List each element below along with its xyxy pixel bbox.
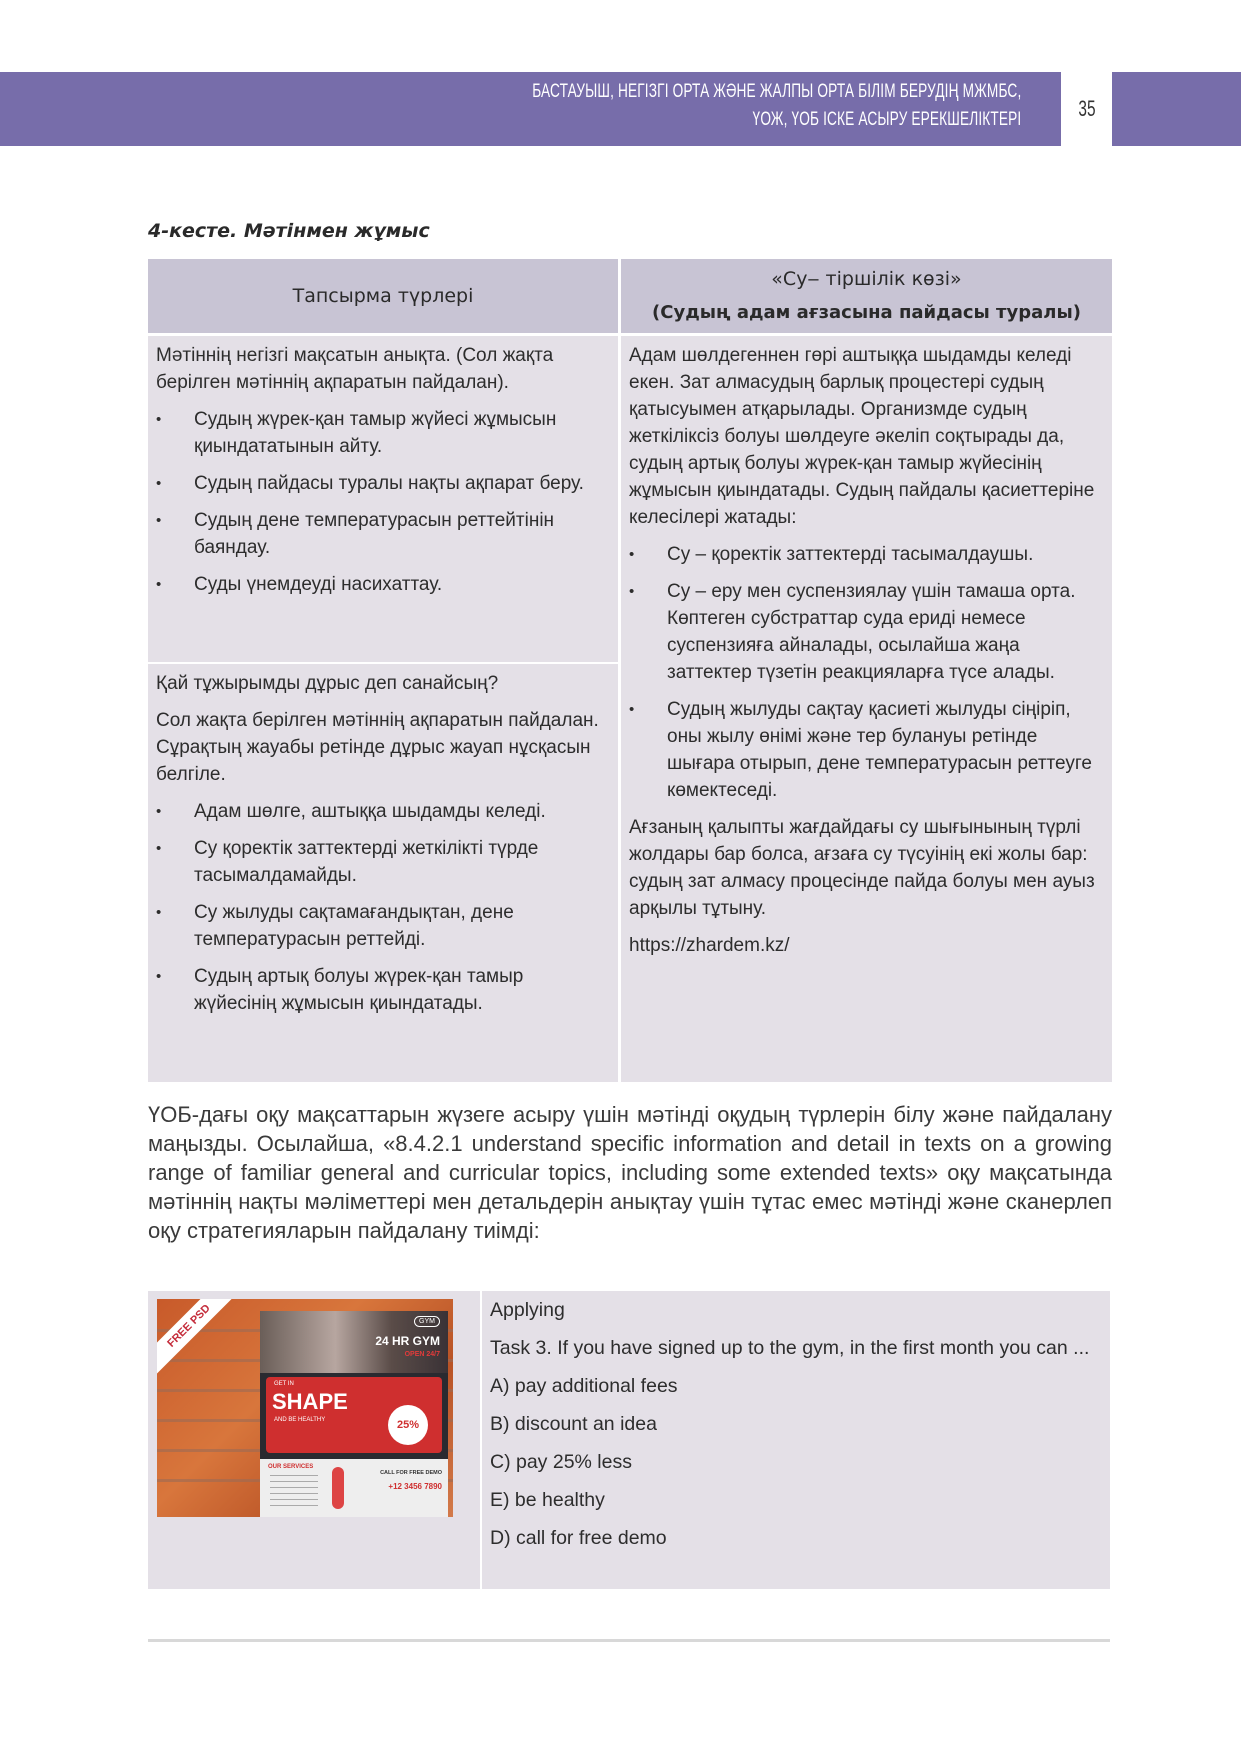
running-header (532, 78, 1021, 134)
task-block-main-idea (148, 336, 618, 662)
flyer-healthy: AND BE HEALTHY (274, 1417, 326, 1423)
task-cell (482, 1291, 1110, 1589)
running-header-line2: ҮОЖ, ҮОБ ІСКЕ АСЫРУ ЕРЕКШЕЛІКТЕРІ (752, 109, 1021, 130)
flyer-shape: SHAPE (272, 1389, 348, 1414)
bullet-icon: • (629, 546, 635, 563)
table-caption: 4-кесте. Мәтінмен жұмыс (148, 220, 430, 242)
bullet-icon: • (156, 411, 162, 428)
header-band-right (1112, 72, 1241, 146)
table-header-water-text (621, 259, 1112, 333)
water-text-intro: Адам шөлдегеннен гөрі аштыққа шыдамды келеді екен. Зат алмасудың барлық процестері судың қатысуымен атқарылады. Организмде судың жеткіліксіз болуы шөлдеуге әкеліп соқтырады да, судың артық болуы жүрек-қан тамыр жүйесінің жұмысын қиындатады. Судың пайдалы қасиеттеріне келесілері жатады: (629, 345, 1095, 528)
answer-option: B) discount an idea (490, 1413, 657, 1435)
source-link[interactable]: https://zhardem.kz/ (629, 935, 790, 956)
free-psd-badge: FREE PSD (157, 1299, 241, 1378)
answer-option: D) call for free demo (490, 1527, 667, 1549)
list-item: • Су жылуды сақтамағандықтан, дене температурасын реттейді. (156, 899, 610, 953)
flyer-discount-badge: 25% (388, 1405, 428, 1445)
statement-options (156, 798, 610, 1017)
flyer-person-figure (332, 1467, 344, 1509)
flyer-services: OUR SERVICES (268, 1464, 314, 1470)
flyer-logo: GYM (414, 1316, 440, 1327)
list-item: • Судың дене температурасын реттейтінін баяндау. (156, 507, 610, 561)
list-item: • Су қоректік заттектерді жеткілікті түрде тасымалдамайды. (156, 835, 610, 889)
list-item: • Судың пайдасы туралы нақты ақпарат беру. (156, 470, 610, 497)
bullet-icon: • (156, 512, 162, 529)
gym-flyer (260, 1311, 448, 1517)
text-work-table (148, 259, 1112, 1082)
water-source-text (621, 336, 1112, 1082)
task-level: Applying (490, 1299, 565, 1321)
answer-option: A) pay additional fees (490, 1375, 678, 1397)
list-item: • Судың жүрек-қан тамыр жүйесі жұмысын қиындататынын айту. (156, 406, 610, 460)
flyer-open: OPEN 24/7 (404, 1351, 440, 1358)
list-item: • Су – еру мен суспензиялау үшін тамаша орта. Көптеген субстраттар суда ериді немесе суспензияға айналады, осылайша жаңа заттектер түзетін реакцияларға түсе алады. (629, 578, 1104, 686)
footer-divider (148, 1639, 1110, 1642)
table-header-task-types (148, 259, 618, 333)
task-block-correct-statement (148, 664, 618, 1082)
poster-cell (148, 1291, 480, 1589)
flyer-service-list (270, 1475, 318, 1509)
task-question: Қай тұжырымды дұрыс деп санайсың? (156, 673, 499, 694)
task-instruction: Сол жақта берілген мәтіннің ақпаратын пайдалан. Сұрақтың жауабы ретінде дұрыс жауап нұсқасын белгіле. (156, 710, 599, 785)
bullet-icon: • (156, 904, 162, 921)
flyer-title: 24 HR GYM (375, 1334, 440, 1348)
bullet-icon: • (156, 475, 162, 492)
list-item: • Суды үнемдеуді насихаттау. (156, 571, 610, 598)
header-water-subtitle: (Судың адам ағзасына пайдасы туралы) (652, 302, 1081, 323)
bullet-icon: • (629, 701, 635, 718)
header-task-types-label: Тапсырма түрлері (292, 285, 474, 307)
list-item: • Су – қоректік заттектерді тасымалдаушы. (629, 541, 1104, 568)
gym-task-table (148, 1291, 1110, 1589)
bullet-icon: • (156, 968, 162, 985)
list-item: • Адам шөлге, аштыққа шыдамды келеді. (156, 798, 610, 825)
water-text-outro: Ағзаның қалыпты жағдайдағы су шығынының түрлі жолдары бар болса, ағзаға су түсуінің екі жолы бар: судың зат алмасу процесінде пайда болуы мен ауыз арқылы тұтыну. (629, 817, 1095, 919)
main-idea-options (156, 406, 610, 598)
page-number: 35 (1078, 96, 1096, 121)
bullet-icon: • (156, 803, 162, 820)
task-question: Task 3. If you have signed up to the gym, in the first month you can ... (490, 1337, 1090, 1359)
bullet-icon: • (629, 583, 635, 600)
list-item: • Судың жылуды сақтау қасиеті жылуды сіңіріп, оны жылу өнімі және тер булануы ретінде шығара отырып, дене температурасын реттеуге көмектеседі. (629, 696, 1104, 804)
body-paragraph: ҮОБ-дағы оқу мақсаттарын жүзеге асыру үшін мәтінді оқудың түрлерін білу және пайдалану маңызды. Осылайша, «8.4.2.1 understand specific information and detail in texts on a growing range of familiar general and curricular topics, including some extended texts» оқу мақсатында мәтіннің нақты мәліметтері мен детальдерін анықтау үшін тұтас емес мәтінді және сканерлеп оқу стратегияларын пайдалану тиімді: (148, 1102, 1112, 1243)
list-item: • Судың артық болуы жүрек-қан тамыр жүйесінің жұмысын қиындатады. (156, 963, 610, 1017)
header-water-title: «Су‒ тіршілік көзі» (771, 268, 962, 290)
water-properties-list (629, 541, 1104, 804)
flyer-phone: +12 3456 7890 (388, 1482, 442, 1491)
running-header-line1: БАСТАУЫШ, НЕГІЗГІ ОРТА ЖӘНЕ ЖАЛПЫ ОРТА БІЛІМ БЕРУДІҢ МЖМБС, (531, 81, 1021, 102)
answer-option: E) be healthy (490, 1489, 605, 1511)
bullet-icon: • (156, 840, 162, 857)
answer-option: C) pay 25% less (490, 1451, 632, 1473)
task-main-idea-intro: Мәтіннің негізгі мақсатын анықта. (Сол жақта берілген мәтіннің ақпаратын пайдалан). (156, 345, 554, 393)
flyer-get-in: GET IN (274, 1381, 294, 1387)
flyer-call: CALL FOR FREE DEMO (380, 1470, 442, 1476)
bullet-icon: • (156, 576, 162, 593)
gym-poster-image (157, 1299, 453, 1517)
